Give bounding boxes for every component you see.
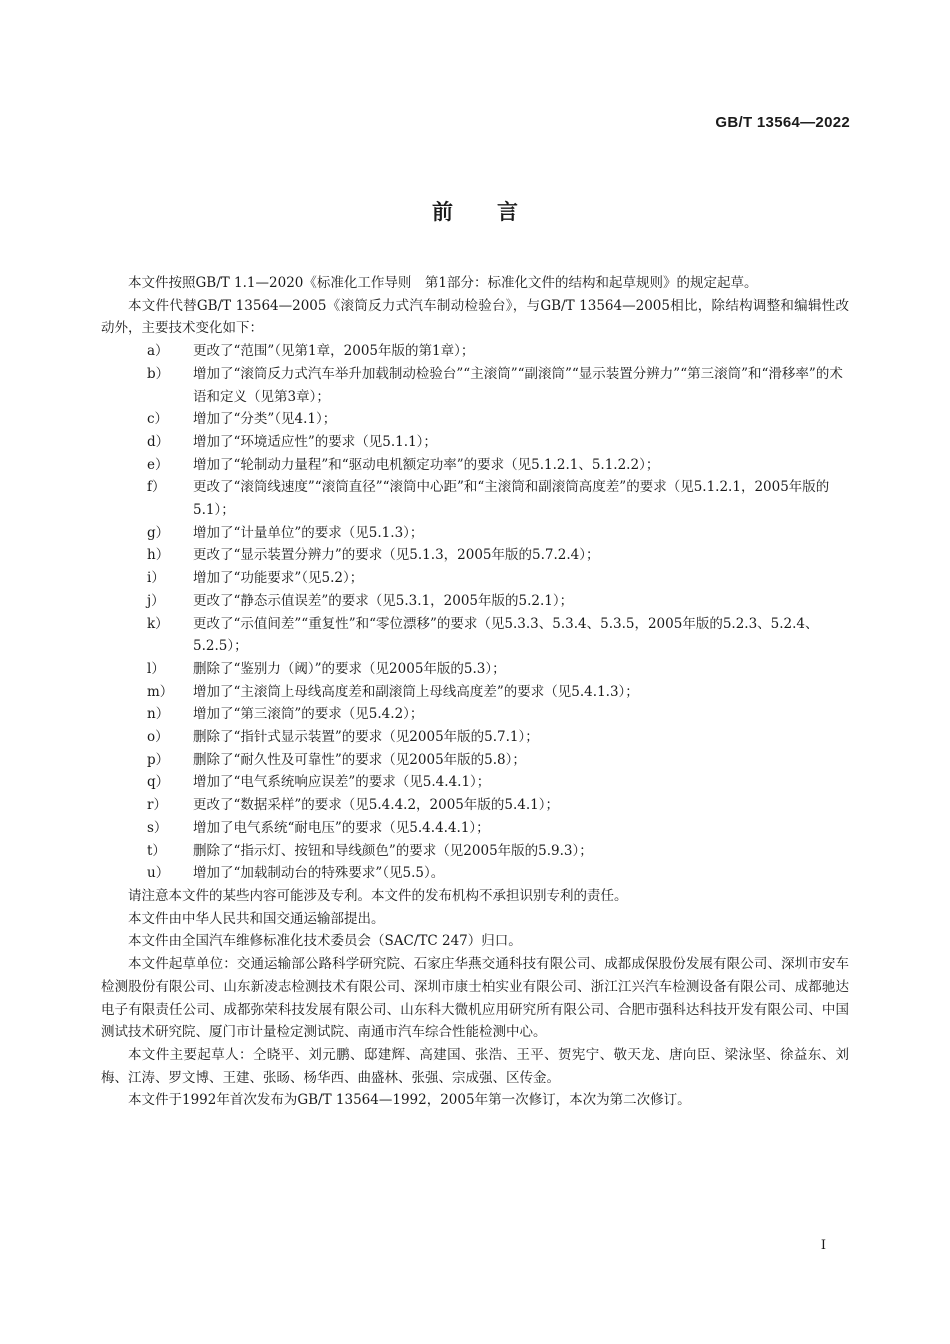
list-item-label: t） [147, 842, 166, 859]
list-item [101, 703, 849, 726]
list-item-text: 增加了“滚筒反力式汽车举升加载制动检验台”“主滚筒”“副滚筒”“显示装置分辨力”“第三滚筒”和“滑移率”的术语和定义（见第3章）； [193, 365, 843, 405]
list-item-label: q） [147, 774, 170, 791]
list-item-text: 删除了“指针式显示装置”的要求（见2005年版的5.7.1）； [193, 729, 539, 746]
list-item [101, 567, 849, 590]
list-item [101, 862, 849, 885]
list-item-text: 增加了“计量单位”的要求（见5.1.3）； [193, 524, 424, 541]
change-list [101, 340, 849, 885]
list-item-label: k） [147, 615, 169, 632]
list-item-text: 更改了“示值间差”“重复性”和“零位漂移”的要求（见5.3.3、5.3.4、5.3.5，2005年版的5.2.3、5.2.4、5.2.5）； [193, 615, 819, 655]
list-item-label: a） [147, 343, 169, 360]
list-item-label: o） [147, 729, 169, 746]
list-item [101, 794, 849, 817]
standard-number: GB/T 13564—2022 [715, 114, 850, 131]
list-item [101, 476, 849, 521]
list-item-label: d） [147, 433, 170, 450]
list-item [101, 749, 849, 772]
list-item-text: 删除了“耐久性及可靠性”的要求（见2005年版的5.8）； [193, 751, 526, 768]
list-item [101, 363, 849, 408]
list-item [101, 817, 849, 840]
patent-notice: 请注意本文件的某些内容可能涉及专利。本文件的发布机构不承担识别专利的责任。 [128, 887, 628, 904]
page-number: I [820, 1238, 826, 1253]
list-item-text: 删除了“鉴别力（阈）”的要求（见2005年版的5.3）； [193, 660, 506, 677]
list-item [101, 454, 849, 477]
intro-paragraph-2: 本文件代替GB/T 13564—2005《滚筒反力式汽车制动检验台》，与GB/T 13564—2005相比，除结构调整和编辑性改动外，主要技术变化如下： [101, 297, 849, 337]
list-item [101, 658, 849, 681]
list-item [101, 544, 849, 567]
list-item-label: r） [147, 797, 167, 814]
list-item-text: 增加了“轮制动力量程”和“驱动电机额定功率”的要求（见5.1.2.1、5.1.2.2）； [193, 456, 660, 473]
list-item-label: j） [147, 592, 165, 609]
list-item [101, 771, 849, 794]
list-item-label: s） [147, 819, 168, 836]
list-item-text: 增加了电气系统“耐电压”的要求（见5.4.4.4.1）； [193, 819, 490, 836]
list-item-text: 更改了“静态示值误差”的要求（见5.3.1，2005年版的5.2.1）； [193, 592, 574, 609]
proposer-paragraph: 本文件由中华人民共和国交通运输部提出。 [128, 910, 385, 927]
list-item [101, 590, 849, 613]
list-item-text: 更改了“数据采样”的要求（见5.4.4.2，2005年版的5.4.1）； [193, 797, 559, 814]
list-item-label: p） [147, 751, 170, 768]
list-item-label: l） [147, 660, 165, 677]
page-title: 前言 [432, 200, 562, 224]
list-item-text: 增加了“加载制动台的特殊要求”（见5.5）。 [193, 865, 445, 882]
list-item-text: 增加了“分类”（见4.1）； [193, 411, 337, 428]
list-item-label: c） [147, 411, 169, 428]
list-item-label: u） [147, 865, 170, 882]
list-item-text: 增加了“第三滚筒”的要求（见5.4.2）； [193, 706, 424, 723]
list-item [101, 431, 849, 454]
list-item [101, 340, 849, 363]
list-item-text: 删除了“指示灯、按钮和导线颜色”的要求（见2005年版的5.9.3）； [193, 842, 593, 859]
list-item-text: 更改了“范围”（见第1章，2005年版的第1章）； [193, 343, 475, 360]
list-item-text: 更改了“显示装置分辨力”的要求（见5.1.3，2005年版的5.7.2.4）； [193, 547, 600, 564]
list-item [101, 840, 849, 863]
history-paragraph: 本文件于1992年首次发布为GB/T 13564—1992，2005年第一次修订，本次为第二次修订。 [128, 1092, 691, 1109]
drafters-paragraph: 本文件主要起草人：仝晓平、刘元鹏、邸建辉、高建国、张浩、王平、贺宪宁、敬天龙、唐向臣、梁泳坚、徐益东、刘梅、江涛、罗文博、王建、张旸、杨华西、曲盛林、张强、宗成强、区传金。 [101, 1046, 849, 1086]
list-item-label: i） [147, 570, 165, 587]
list-item-label: g） [147, 524, 170, 541]
list-item [101, 681, 849, 704]
list-item-label: n） [147, 706, 170, 723]
drafting-units-paragraph: 本文件起草单位：交通运输部公路科学研究院、石家庄华燕交通科技有限公司、成都成保股份发展有限公司、深圳市安车检测股份有限公司、山东新凌志检测技术有限公司、深圳市康士柏实业有限公司、浙江江兴汽车检测设备有限公司、成都驰达电子有限责任公司、成都弥荣科技发展有限公司、山东科大微机应用研究所有限公司、合肥市强科达科技开发有限公司、中国测试技术研究院、厦门市计量检定测试院、南通市汽车综合性能检测中心。 [101, 956, 849, 1041]
list-item [101, 613, 849, 658]
list-item [101, 522, 849, 545]
list-item-label: h） [147, 547, 170, 564]
committee-paragraph: 本文件由全国汽车维修标准化技术委员会（SAC/TC 247）归口。 [128, 933, 522, 950]
list-item-text: 更改了“滚筒线速度”“滚筒直径”“滚筒中心距”和“主滚筒和副滚筒高度差”的要求（见5.1.2.1，2005年版的5.1）； [193, 479, 830, 519]
list-item-label: m） [147, 683, 174, 700]
list-item-text: 增加了“主滚筒上母线高度差和副滚筒上母线高度差”的要求（见5.4.1.3）； [193, 683, 639, 700]
list-item-text: 增加了“环境适应性”的要求（见5.1.1）； [193, 433, 437, 450]
list-item-label: b） [147, 365, 170, 382]
list-item-text: 增加了“电气系统响应误差”的要求（见5.4.4.1）； [193, 774, 491, 791]
list-item [101, 408, 849, 431]
list-item [101, 726, 849, 749]
intro-paragraph-1: 本文件按照GB/T 1.1—2020《标准化工作导则 第1部分：标准化文件的结构和起草规则》的规定起草。 [128, 275, 758, 291]
list-item-label: e） [147, 456, 169, 473]
foreword-body [101, 272, 849, 1112]
list-item-label: f） [147, 479, 166, 496]
list-item-text: 增加了“功能要求”（见5.2）； [193, 570, 364, 587]
